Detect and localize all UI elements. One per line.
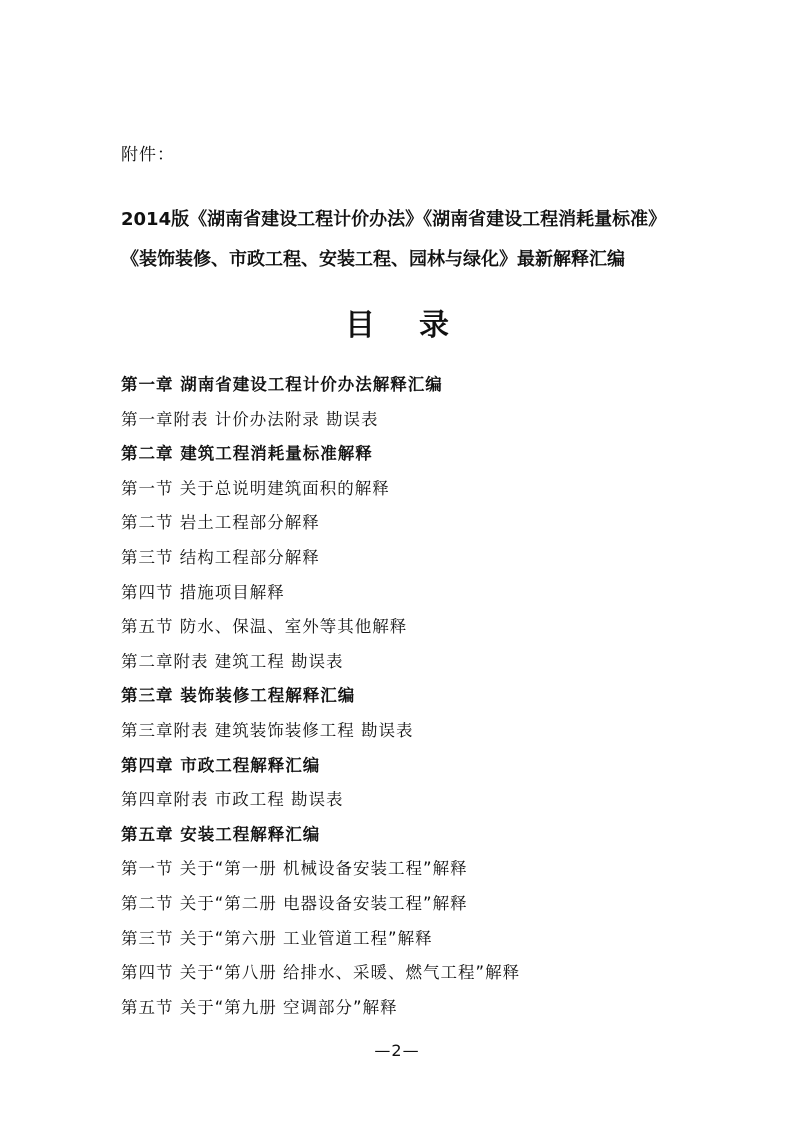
document-title-line-1: 2014版《湖南省建设工程计价办法》《湖南省建设工程消耗量标准》 — [121, 209, 667, 230]
toc-item: 第二节 岩土工程部分解释 — [121, 513, 320, 533]
toc-item: 第三节 关于“第六册 工业管道工程”解释 — [121, 928, 433, 948]
toc-item: 第四节 关于“第八册 给排水、采暖、燃气工程”解释 — [121, 963, 521, 983]
toc-item: 第五章 安装工程解释汇编 — [121, 824, 321, 844]
document-title-line-2: 《装饰装修、市政工程、安装工程、园林与绿化》最新解释汇编 — [121, 249, 625, 270]
toc-item: 第四章 市政工程解释汇编 — [121, 755, 321, 775]
page-number: —2— — [374, 1041, 420, 1060]
toc-item: 第一章 湖南省建设工程计价办法解释汇编 — [121, 375, 443, 394]
toc-item: 第二节 关于“第二册 电器设备安装工程”解释 — [121, 893, 468, 913]
toc-item: 第二章 建筑工程消耗量标准解释 — [121, 444, 373, 464]
toc-item: 第四节 措施项目解释 — [121, 582, 285, 602]
attachment-label: 附件： — [121, 145, 175, 165]
toc-item: 第一章附表 计价办法附录 勘误表 — [121, 409, 379, 429]
toc-item: 第五节 关于“第九册 空调部分”解释 — [121, 997, 398, 1017]
toc-item: 第五节 防水、保温、室外等其他解释 — [121, 617, 408, 637]
toc-item: 第四章附表 市政工程 勘误表 — [121, 790, 344, 810]
toc-item: 第三节 结构工程部分解释 — [121, 547, 320, 567]
toc-item: 第一节 关于总说明建筑面积的解释 — [121, 478, 390, 498]
toc-heading: 目录 — [345, 308, 493, 343]
toc-item: 第二章附表 建筑工程 勘误表 — [121, 651, 344, 671]
table-of-contents — [121, 371, 721, 1028]
toc-item: 第一节 关于“第一册 机械设备安装工程”解释 — [121, 859, 468, 879]
toc-item: 第三章 装饰装修工程解释汇编 — [121, 686, 356, 706]
toc-item: 第三章附表 建筑装饰装修工程 勘误表 — [121, 720, 414, 740]
